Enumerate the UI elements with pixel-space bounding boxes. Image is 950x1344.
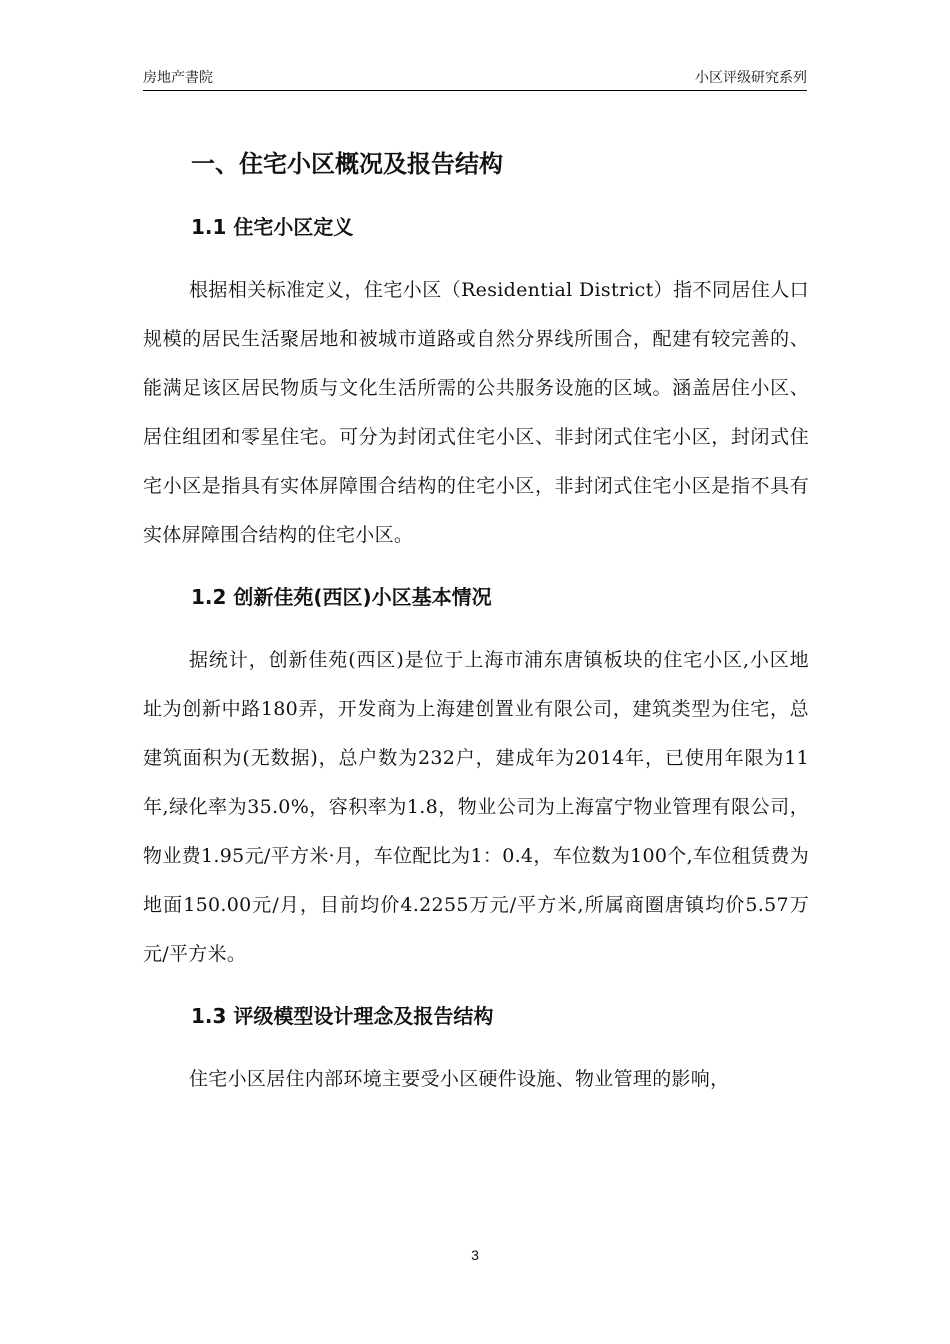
page-header <box>143 64 807 91</box>
subsection-title-1-3: 1.3 评级模型设计理念及报告结构 <box>191 1004 494 1028</box>
header-publisher: 房地产書院 <box>143 70 213 86</box>
subsection-title-1-2: 1.2 创新佳苑(西区)小区基本情况 <box>191 585 492 609</box>
paragraph-model-design: 住宅小区居住内部环境主要受小区硬件设施、物业管理的影响， <box>189 1068 730 1090</box>
page-number: 3 <box>471 1247 479 1263</box>
section-title: 一、住宅小区概况及报告结构 <box>191 150 503 178</box>
paragraph-definition: 根据相关标准定义，住宅小区（Residential District）指不同居住人口规模的居民生活聚居地和被城市道路或自然分界线所围合，配建有较完善的、能满足该区居民物质与文化生活所需的公共服务设施的区域。涵盖居住小区、居住组团和零星住宅。可分为封闭式住宅小区、非封闭式住宅小区，封闭式住宅小区是指具有实体屏障围合结构的住宅小区，非封闭式住宅小区是指不具有实体屏障围合结构的住宅小区。 <box>143 279 809 546</box>
page-content <box>143 140 809 1104</box>
subsection-title-1-1: 1.1 住宅小区定义 <box>191 215 354 239</box>
paragraph-basic-info: 据统计，创新佳苑(西区)是位于上海市浦东唐镇板块的住宅小区,小区地址为创新中路180弄，开发商为上海建创置业有限公司，建筑类型为住宅，总建筑面积为(无数据)，总户数为232户，建成年为2014年，已使用年限为11年,绿化率为35.0%，容积率为1.8，物业公司为上海富宁物业管理有限公司，物业费1.95元/平方米·月，车位配比为1：0.4，车位数为100个,车位租赁费为地面150.00元/月，目前均价4.2255万元/平方米,所属商圈唐镇均价5.57万元/平方米。 <box>143 649 809 965</box>
header-series-title: 小区评级研究系列 <box>695 70 807 86</box>
